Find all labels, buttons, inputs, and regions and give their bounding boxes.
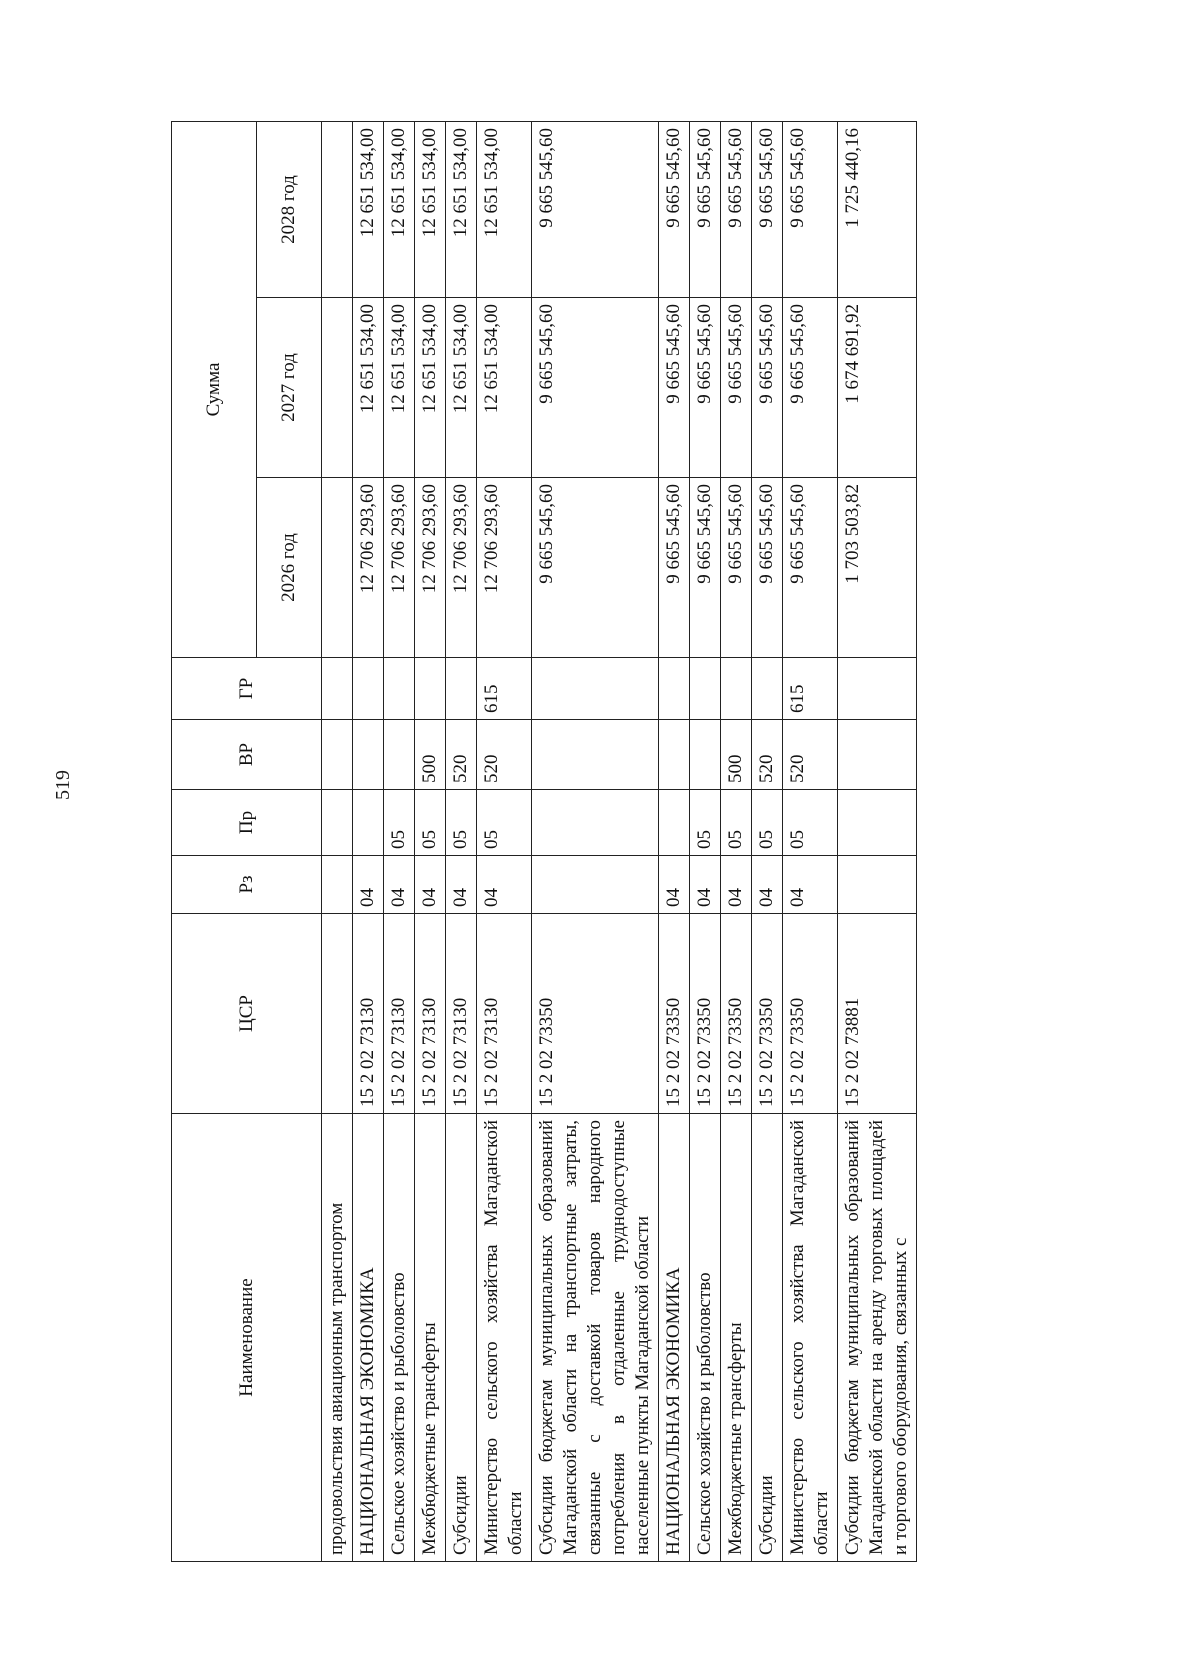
cell-2028 bbox=[322, 121, 353, 297]
cell-rz: 04 bbox=[415, 856, 446, 914]
cell-vr: 520 bbox=[446, 720, 477, 790]
cell-pr: 05 bbox=[477, 790, 532, 856]
cell-name: Субсидии bbox=[446, 1114, 477, 1562]
header-name: Наименование bbox=[172, 1114, 322, 1562]
cell-name: НАЦИОНАЛЬНАЯ ЭКОНОМИКА bbox=[659, 1114, 690, 1562]
cell-vr: 500 bbox=[721, 720, 752, 790]
table-row bbox=[690, 121, 721, 1561]
cell-gr bbox=[690, 658, 721, 720]
cell-pr: 05 bbox=[415, 790, 446, 856]
cell-name: Субсидии бюджетам муниципальных образований Магаданской области на транспортные затраты, связанные с доставкой товаров народного потребления в отдаленные труднодоступные населенные пункты Магаданской области bbox=[532, 1114, 659, 1562]
cell-vr: 520 bbox=[783, 720, 838, 790]
cell-2026 bbox=[322, 478, 353, 658]
table-row bbox=[353, 121, 384, 1561]
cell-vr bbox=[322, 720, 353, 790]
table-row bbox=[838, 121, 917, 1561]
cell-2026: 12 706 293,60 bbox=[384, 478, 415, 658]
header-row bbox=[172, 121, 257, 1561]
cell-rz: 04 bbox=[659, 856, 690, 914]
cell-2027: 12 651 534,00 bbox=[415, 298, 446, 478]
cell-rz: 04 bbox=[783, 856, 838, 914]
header-rz: Рз bbox=[172, 856, 322, 914]
header-gr: ГР bbox=[172, 658, 322, 720]
table-row bbox=[752, 121, 783, 1561]
cell-vr bbox=[384, 720, 415, 790]
cell-2027: 9 665 545,60 bbox=[752, 298, 783, 478]
cell-name: Министерство сельского хозяйства Магаданской области bbox=[783, 1114, 838, 1562]
cell-gr bbox=[721, 658, 752, 720]
cell-rz: 04 bbox=[477, 856, 532, 914]
cell-name: продовольствия авиационным транспортом bbox=[322, 1114, 353, 1562]
cell-pr bbox=[353, 790, 384, 856]
cell-rz: 04 bbox=[384, 856, 415, 914]
header-vr: ВР bbox=[172, 720, 322, 790]
cell-2026: 9 665 545,60 bbox=[690, 478, 721, 658]
cell-2028: 1 725 440,16 bbox=[838, 121, 917, 297]
cell-pr bbox=[532, 790, 659, 856]
cell-rz bbox=[532, 856, 659, 914]
cell-rz bbox=[838, 856, 917, 914]
cell-gr bbox=[322, 658, 353, 720]
cell-2028: 9 665 545,60 bbox=[721, 121, 752, 297]
cell-pr bbox=[838, 790, 917, 856]
cell-vr: 520 bbox=[477, 720, 532, 790]
cell-2028: 9 665 545,60 bbox=[752, 121, 783, 297]
cell-2028: 9 665 545,60 bbox=[690, 121, 721, 297]
cell-pr: 05 bbox=[752, 790, 783, 856]
cell-csr: 15 2 02 73350 bbox=[752, 914, 783, 1114]
table-row bbox=[783, 121, 838, 1561]
cell-gr bbox=[532, 658, 659, 720]
table-row bbox=[721, 121, 752, 1561]
cell-2026: 9 665 545,60 bbox=[783, 478, 838, 658]
cell-2027: 9 665 545,60 bbox=[659, 298, 690, 478]
cell-csr: 15 2 02 73130 bbox=[446, 914, 477, 1114]
cell-2028: 12 651 534,00 bbox=[477, 121, 532, 297]
cell-name: Субсидии bbox=[752, 1114, 783, 1562]
cell-name: НАЦИОНАЛЬНАЯ ЭКОНОМИКА bbox=[353, 1114, 384, 1562]
cell-2028: 12 651 534,00 bbox=[353, 121, 384, 297]
page-number: 519 bbox=[52, 770, 74, 800]
cell-vr bbox=[838, 720, 917, 790]
table-row bbox=[384, 121, 415, 1561]
cell-gr bbox=[838, 658, 917, 720]
cell-pr: 05 bbox=[783, 790, 838, 856]
header-sum: Сумма bbox=[172, 121, 257, 657]
header-pr: Пр bbox=[172, 790, 322, 856]
cell-rz bbox=[322, 856, 353, 914]
table-body bbox=[322, 121, 917, 1561]
cell-pr bbox=[659, 790, 690, 856]
cell-2027: 9 665 545,60 bbox=[532, 298, 659, 478]
cell-2028: 9 665 545,60 bbox=[532, 121, 659, 297]
header-year-2027: 2027 год bbox=[257, 298, 322, 478]
cell-gr: 615 bbox=[477, 658, 532, 720]
cell-2027: 9 665 545,60 bbox=[783, 298, 838, 478]
cell-2026: 12 706 293,60 bbox=[415, 478, 446, 658]
cell-pr: 05 bbox=[446, 790, 477, 856]
cell-2027: 9 665 545,60 bbox=[690, 298, 721, 478]
cell-2026: 12 706 293,60 bbox=[446, 478, 477, 658]
cell-rz: 04 bbox=[690, 856, 721, 914]
cell-csr: 15 2 02 73881 bbox=[838, 914, 917, 1114]
cell-csr: 15 2 02 73350 bbox=[783, 914, 838, 1114]
table-row bbox=[532, 121, 659, 1561]
cell-gr bbox=[384, 658, 415, 720]
cell-2027: 9 665 545,60 bbox=[721, 298, 752, 478]
table-row bbox=[415, 121, 446, 1561]
cell-gr bbox=[659, 658, 690, 720]
cell-vr bbox=[690, 720, 721, 790]
cell-pr bbox=[322, 790, 353, 856]
rotated-table-container bbox=[171, 122, 1101, 1562]
cell-gr bbox=[353, 658, 384, 720]
table-row bbox=[322, 121, 353, 1561]
table-row bbox=[659, 121, 690, 1561]
cell-csr: 15 2 02 73350 bbox=[690, 914, 721, 1114]
cell-rz: 04 bbox=[446, 856, 477, 914]
cell-csr: 15 2 02 73350 bbox=[721, 914, 752, 1114]
cell-csr: 15 2 02 73130 bbox=[384, 914, 415, 1114]
cell-name: Министерство сельского хозяйства Магаданской области bbox=[477, 1114, 532, 1562]
cell-csr: 15 2 02 73350 bbox=[532, 914, 659, 1114]
cell-gr: 615 bbox=[783, 658, 838, 720]
cell-name: Межбюджетные трансферты bbox=[415, 1114, 446, 1562]
cell-pr: 05 bbox=[384, 790, 415, 856]
cell-2026: 12 706 293,60 bbox=[353, 478, 384, 658]
cell-2026: 9 665 545,60 bbox=[721, 478, 752, 658]
table-row bbox=[477, 121, 532, 1561]
cell-2027: 12 651 534,00 bbox=[384, 298, 415, 478]
cell-name: Сельское хозяйство и рыболовство bbox=[384, 1114, 415, 1562]
cell-2026: 12 706 293,60 bbox=[477, 478, 532, 658]
cell-gr bbox=[752, 658, 783, 720]
cell-csr: 15 2 02 73130 bbox=[477, 914, 532, 1114]
header-year-2026: 2026 год bbox=[257, 478, 322, 658]
cell-rz: 04 bbox=[752, 856, 783, 914]
cell-vr bbox=[353, 720, 384, 790]
cell-vr: 520 bbox=[752, 720, 783, 790]
cell-gr bbox=[446, 658, 477, 720]
cell-2027: 12 651 534,00 bbox=[477, 298, 532, 478]
cell-csr: 15 2 02 73130 bbox=[353, 914, 384, 1114]
cell-name: Субсидии бюджетам муниципальных образований Магаданской области на аренду торговых площадей и торгового оборудования, связанных с bbox=[838, 1114, 917, 1562]
header-year-2028: 2028 год bbox=[257, 121, 322, 297]
cell-2026: 9 665 545,60 bbox=[659, 478, 690, 658]
cell-2028: 9 665 545,60 bbox=[659, 121, 690, 297]
cell-2028: 12 651 534,00 bbox=[384, 121, 415, 297]
cell-2026: 9 665 545,60 bbox=[532, 478, 659, 658]
cell-csr: 15 2 02 73350 bbox=[659, 914, 690, 1114]
header-csr: ЦСР bbox=[172, 914, 322, 1114]
cell-rz: 04 bbox=[353, 856, 384, 914]
cell-2027: 12 651 534,00 bbox=[446, 298, 477, 478]
cell-vr bbox=[659, 720, 690, 790]
cell-2028: 9 665 545,60 bbox=[783, 121, 838, 297]
cell-name: Сельское хозяйство и рыболовство bbox=[690, 1114, 721, 1562]
cell-2028: 12 651 534,00 bbox=[446, 121, 477, 297]
cell-2026: 1 703 503,82 bbox=[838, 478, 917, 658]
table-row bbox=[446, 121, 477, 1561]
cell-vr bbox=[532, 720, 659, 790]
cell-csr: 15 2 02 73130 bbox=[415, 914, 446, 1114]
cell-gr bbox=[415, 658, 446, 720]
cell-name: Межбюджетные трансферты bbox=[721, 1114, 752, 1562]
cell-2028: 12 651 534,00 bbox=[415, 121, 446, 297]
cell-pr: 05 bbox=[721, 790, 752, 856]
cell-rz: 04 bbox=[721, 856, 752, 914]
budget-table bbox=[171, 121, 917, 1562]
cell-2026: 9 665 545,60 bbox=[752, 478, 783, 658]
cell-2027 bbox=[322, 298, 353, 478]
cell-2027: 1 674 691,92 bbox=[838, 298, 917, 478]
cell-vr: 500 bbox=[415, 720, 446, 790]
cell-csr bbox=[322, 914, 353, 1114]
cell-2027: 12 651 534,00 bbox=[353, 298, 384, 478]
cell-pr: 05 bbox=[690, 790, 721, 856]
